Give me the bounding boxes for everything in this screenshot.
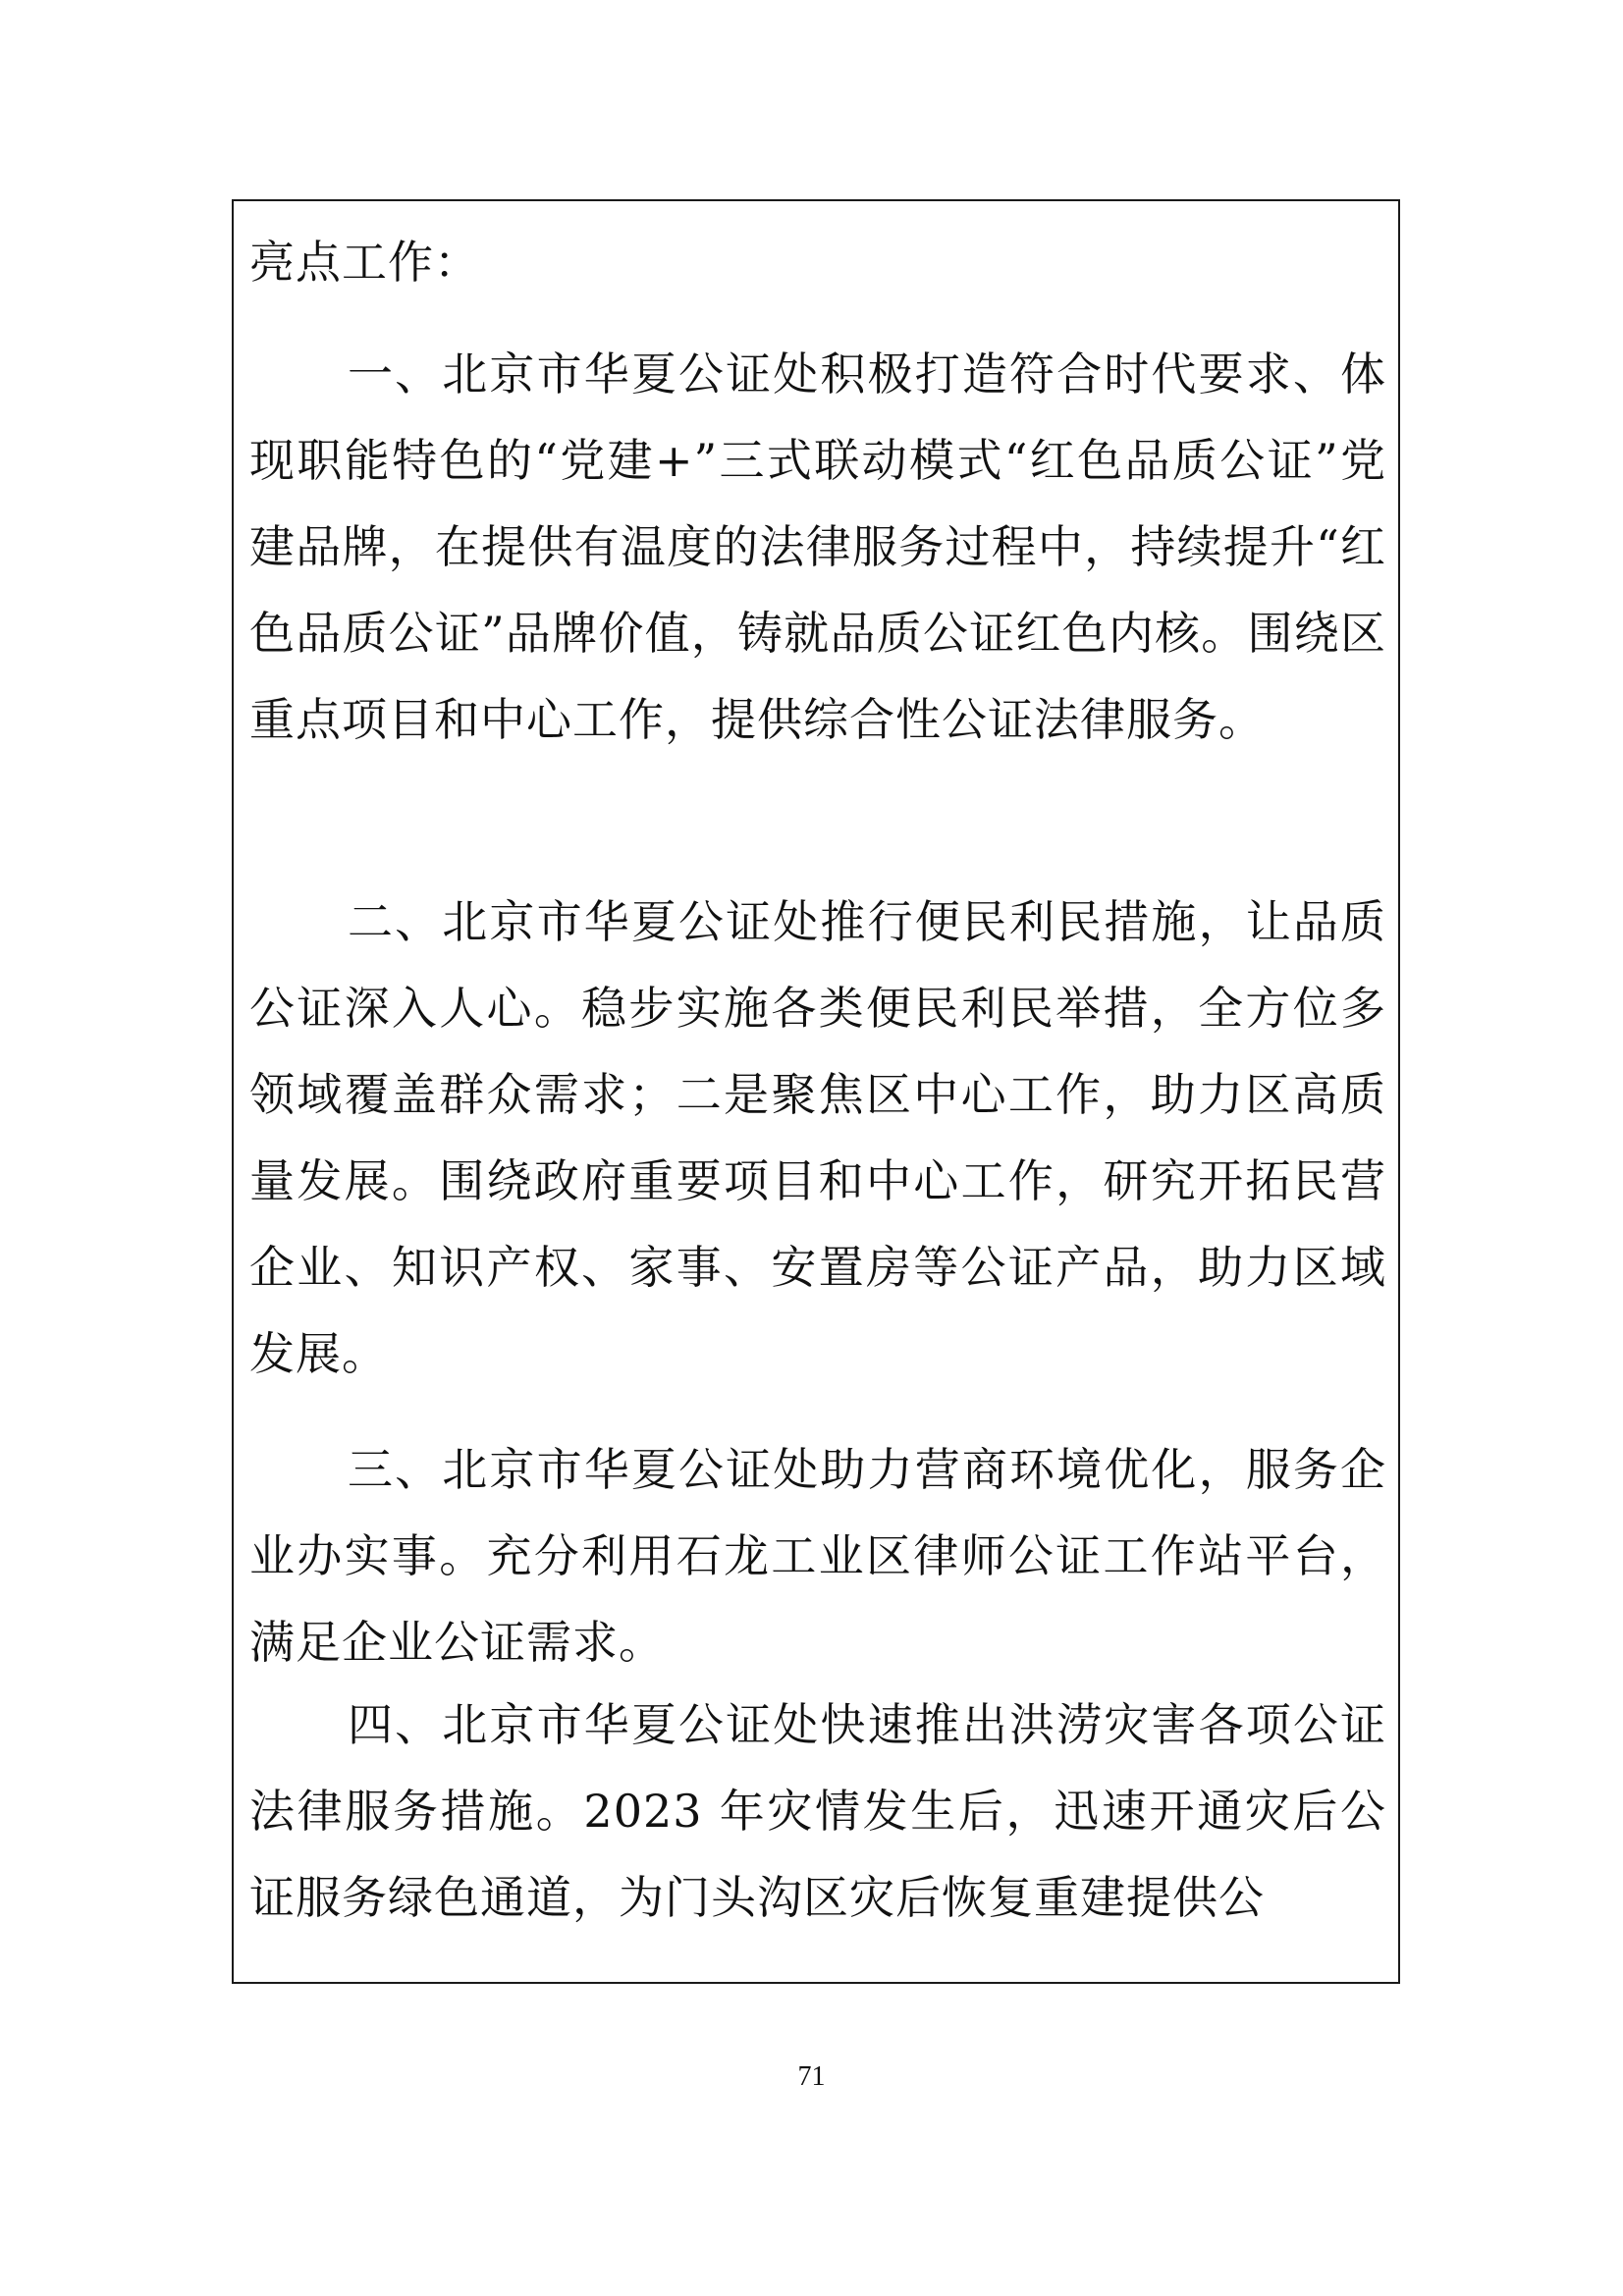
section-heading: 亮点工作： (249, 236, 480, 289)
content-box (232, 199, 1400, 1984)
paragraph-4: 四、北京市华夏公证处快速推出洪涝灾害各项公证法律服务措施。2023 年灾情发生后，迅速开通灾后公证服务绿色通道，为门头沟区灾后恢复重建提供公 (249, 1698, 1386, 1924)
page-number: 71 (797, 2061, 826, 2092)
paragraph-3: 三、北京市华夏公证处助力营商环境优化，服务企业办实事。充分利用石龙工业区律师公证工作站平台，满足企业公证需求。 (249, 1443, 1386, 1669)
paragraph-2: 二、北京市华夏公证处推行便民利民措施，让品质公证深入人心。稳步实施各类便民利民举措，全方位多领域覆盖群众需求；二是聚焦区中心工作，助力区高质量发展。围绕政府重要项目和中心工作，研究开拓民营企业、知识产权、家事、安置房等公证产品，助力区域发展。 (249, 895, 1386, 1380)
paragraph-1: 一、北京市华夏公证处积极打造符合时代要求、体现职能特色的“党建+”三式联动模式“红色品质公证”党建品牌，在提供有温度的法律服务过程中，持续提升“红色品质公证”品牌价值，铸就品质公证红色内核。围绕区重点项目和中心工作，提供综合性公证法律服务。 (249, 347, 1386, 746)
